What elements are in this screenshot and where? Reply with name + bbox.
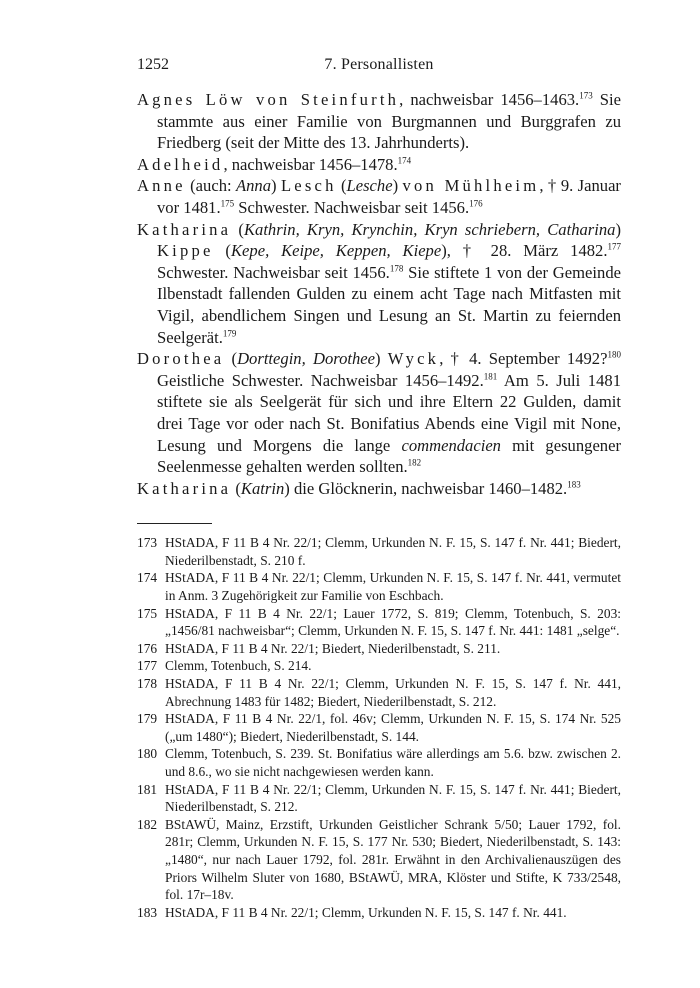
footnote (137, 657, 621, 675)
footnote-ref[interactable]: 173 (579, 90, 593, 101)
footnote-text: HStADA, F 11 B 4 Nr. 22/1; Biedert, Niederilbenstadt, S. 211. (165, 640, 501, 656)
footnote (137, 534, 621, 569)
person-surname: Lesch (280, 176, 337, 196)
footnote-text: HStADA, F 11 B 4 Nr. 22/1; Lauer 1772, S. 819; Clemm, Totenbuch, S. 203: „1456/81 nachweisbar“; Clemm, Urkunden N. F. 15, S. 147 f. Nr. 441: 1481 „selge“. (165, 605, 621, 639)
footnote-text: HStADA, F 11 B 4 Nr. 22/1; Clemm, Urkunden N. F. 15, S. 147 f. Nr. 441. (165, 904, 567, 920)
footnote-number: 182 (137, 816, 158, 832)
footnote (137, 640, 621, 658)
footnote-text: HStADA, F 11 B 4 Nr. 22/1, fol. 46v; Clemm, Urkunden N. F. 15, S. 174 Nr. 525 („um 1480“); Biedert, Niederilbenstadt, S. 144. (165, 711, 621, 744)
footnote-ref[interactable]: 181 (483, 371, 498, 382)
footnote-number: 178 (137, 676, 158, 692)
footnote-text: HStADA, F 11 B 4 Nr. 22/1; Clemm, Urkunden N. F. 15, S. 147 f. Nr. 441; Biedert, Niederilbenstadt, S. 212. (165, 781, 621, 815)
page-number: 1252 (137, 56, 169, 73)
footnote-number: 179 (137, 711, 158, 727)
footnote-ref[interactable]: 179 (222, 328, 237, 338)
main-text (137, 89, 621, 499)
footnote (137, 904, 621, 922)
footnote-number: 181 (137, 781, 158, 797)
person-name: Anne (137, 176, 186, 196)
entry-agnes: Agnes Löw von Steinfurth, nachweisbar 1456–1463.$^{173}$ Sie stammte aus einer Familie von Burgmannen und Burggrafen zu Friedberg (seit der Mitte des 13. Jahrhunderts). (137, 90, 621, 153)
entry-dorothea: Dorothea (Dorttegin, Dorothee) Wyck, † 4. September 1492?$^{180}$ Geistliche Schwester. Nachweisbar 1456–1492.$^{181}$ Am 5. Juli 1481 stiftete sie als Seelgerät für sich und ihre Eltern 22 Gulden, damit drei Tage vor oder nach St. Bonifatius Abends eine Vigil mit None, Lesung und Morgens die lange commendacien mit gesungener Seelenmesse gehalten werden sollten.$^{182}$ (137, 349, 621, 477)
footnote-ref[interactable]: 174 (397, 155, 412, 166)
footnote-text: BStAWÜ, Mainz, Erzstift, Urkunden Geistlicher Schrank 5/50; Lauer 1792, fol. 281r; Clemm, Urkunden N. F. 15, S. 177 Nr. 530; Biedert, Niederilbenstadt, S. 143: „1480“, nur nach Lauer 1792, fol. 281r. Erwähnt in den Archivalienauszügen des Priors Wilhelm Sluter von 1680, BStAWÜ, MRA, Klöster und Stifte, K 733/2548, fol. 17r–18v. (165, 816, 621, 903)
entry-anne: Anne (auch: Anna) Lesch (Lesche) von Mühlheim, † 9. Januar vor 1481.$^{175}$ Schwester. Nachweisbar seit 1456.$^{176}$ (137, 176, 621, 217)
footnote (137, 605, 621, 640)
entry-adelheid: Adelheid, nachweisbar 1456–1478.$^{174}$ (137, 154, 412, 174)
footnote-ref[interactable]: 180 (607, 349, 621, 360)
footnote-ref[interactable]: 177 (607, 241, 621, 252)
person-name: Katharina (137, 478, 232, 498)
footnote-number: 177 (137, 658, 158, 674)
footnote-text: HStADA, F 11 B 4 Nr. 22/1; Clemm, Urkunden N. F. 15, S. 147 f. Nr. 441, vermutet in Anm. 3 Zugehörigkeit zur Familie von Eschbach. (165, 570, 621, 604)
person-surname: Kippe (157, 241, 214, 261)
person-name: Adelheid (137, 154, 224, 174)
footnote-ref[interactable]: 182 (407, 457, 422, 468)
footnote (137, 675, 621, 710)
footnote-text: Clemm, Totenbuch, S. 239. St. Bonifatius wäre allerdings am 5.6. bzw. zwischen 2. und 8.6., wo sie nicht nachgewiesen werden kann. (165, 746, 621, 779)
document-page (137, 56, 621, 921)
person-name: Katharina (137, 219, 232, 239)
person-origin: von Mühlheim (402, 176, 540, 196)
footnote-ref[interactable]: 175 (220, 198, 235, 209)
footnote-ref[interactable]: 176 (469, 198, 483, 209)
running-head: 7. Personallisten (324, 56, 434, 73)
footnote-number: 180 (137, 746, 158, 762)
footnote-number: 176 (137, 640, 158, 656)
person-surname: Wyck (387, 349, 440, 369)
page-header (137, 56, 621, 82)
footnote (137, 569, 621, 604)
footnote-number: 175 (137, 605, 158, 621)
footnote (137, 781, 621, 816)
footnote-text: HStADA, F 11 B 4 Nr. 22/1; Clemm, Urkunden N. F. 15, S. 147 f. Nr. 441, Abrechnung 1483 für 1482; Biedert, Niederilbenstadt, S. 212. (165, 676, 621, 709)
footnote-number: 174 (137, 570, 158, 586)
footnote-ref[interactable]: 183 (567, 479, 581, 490)
entry-katharina-kippe: Katharina (Kathrin, Kryn, Krynchin, Kryn schriebern, Catharina) Kippe (Kepe, Keipe, Keppen, Kiepe), † 28. März 1482.$^{177}$ Schwester. Nachweisbar seit 1456.$^{178}$ Sie stiftete 1 von der Gemeinde Ilbenstadt fallenden Gulden zu einem acht Tage nach Mitfasten mit Vigil, abendlichem Singen und Lesung an St. Martin zu feiernden Seelgerät.$^{179}$ (137, 219, 621, 347)
person-name: Dorothea (137, 349, 225, 369)
footnote-separator (137, 523, 212, 524)
footnotes (137, 534, 621, 921)
footnote-number: 183 (137, 904, 158, 920)
footnote-number: 173 (137, 535, 158, 551)
footnote (137, 816, 621, 904)
footnote-text: Clemm, Totenbuch, S. 214. (165, 658, 312, 674)
entry-katharina-gloecknerin: Katharina (Katrin) die Glöcknerin, nachweisbar 1460–1482.$^{183}$ (137, 478, 581, 498)
footnote (137, 710, 621, 745)
footnote (137, 745, 621, 780)
footnote-text: HStADA, F 11 B 4 Nr. 22/1; Clemm, Urkunden N. F. 15, S. 147 f. Nr. 441; Biedert, Niederilbenstadt, S. 210 f. (165, 535, 621, 568)
footnote-ref[interactable]: 178 (389, 263, 404, 274)
person-name: Agnes Löw von Steinfurth (137, 90, 400, 109)
